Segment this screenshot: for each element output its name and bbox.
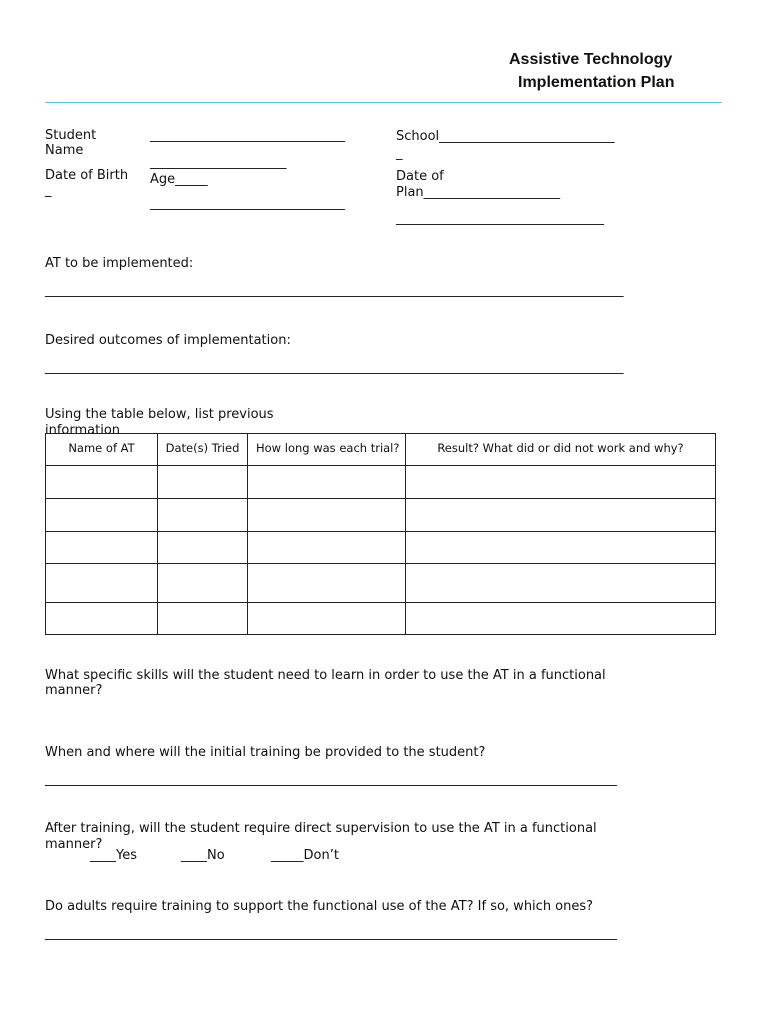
desired-outcomes-label: Desired outcomes of implementation:	[45, 333, 291, 348]
table-cell[interactable]	[248, 603, 406, 635]
table-cell[interactable]	[406, 466, 716, 499]
table-cell[interactable]	[248, 499, 406, 532]
age-field[interactable]: Age_____	[150, 172, 208, 187]
col-header-name-of-at: Name of AT	[46, 434, 158, 466]
student-name-blank-2[interactable]: _____________________	[150, 155, 287, 170]
skills-question: What specific skills will the student need to learn in order to use the AT in a functional manner?	[45, 668, 606, 698]
header-divider	[45, 102, 722, 103]
supervision-question: After training, will the student require direct supervision to use the AT in a functional	[45, 821, 597, 836]
table-cell[interactable]	[248, 466, 406, 499]
col-header-result: Result? What did or did not work and why?	[406, 434, 716, 466]
table-cell[interactable]	[248, 564, 406, 603]
table-instructions: Using the table below, list previous	[45, 407, 274, 422]
date-of-birth-label: Date of Birth	[45, 168, 129, 183]
date-of-birth-overflow: _	[45, 183, 52, 198]
table-cell[interactable]	[248, 532, 406, 564]
school-field[interactable]: School___________________________	[396, 129, 615, 144]
table-cell[interactable]	[158, 603, 248, 635]
date-of-plan-blank[interactable]: ________________________________	[396, 211, 604, 226]
table-row	[46, 603, 716, 635]
table-cell[interactable]	[158, 564, 248, 603]
supervision-question-cut: manner?	[45, 837, 103, 852]
date-of-plan-label: Date of	[396, 169, 444, 184]
student-name-blank[interactable]: ______________________________	[150, 128, 345, 143]
table-header-row	[46, 434, 716, 466]
table-row	[46, 564, 716, 603]
table-instructions-cut: information	[45, 423, 121, 438]
table-cell[interactable]	[46, 532, 158, 564]
initial-training-blank[interactable]: ________________________________________________________________________________________	[45, 772, 617, 787]
option-no[interactable]: ____No	[181, 848, 225, 863]
date-of-plan-field[interactable]: Plan_____________________	[396, 185, 561, 200]
table-row	[46, 499, 716, 532]
table-row	[46, 466, 716, 499]
at-to-implement-label: AT to be implemented:	[45, 256, 194, 271]
table-cell[interactable]	[46, 603, 158, 635]
table-cell[interactable]	[158, 499, 248, 532]
student-name-label: Student Name	[45, 128, 97, 158]
table-cell[interactable]	[46, 499, 158, 532]
previous-attempts-table	[45, 433, 716, 635]
document-title-line-2: Implementation Plan	[518, 74, 675, 91]
table-cell[interactable]	[406, 532, 716, 564]
adult-training-blank[interactable]: ________________________________________________________________________________________	[45, 926, 617, 941]
table-cell[interactable]	[406, 499, 716, 532]
adult-training-question: Do adults require training to support the functional use of the AT? If so, which ones?	[45, 899, 594, 914]
col-header-dates-tried: Date(s) Tried	[158, 434, 248, 466]
col-header-trial-length: How long was each trial?	[248, 434, 406, 466]
at-to-implement-blank[interactable]: _________________________________________________________________________________________	[45, 283, 624, 298]
table-row	[46, 532, 716, 564]
table-cell[interactable]	[406, 564, 716, 603]
table-cell[interactable]	[46, 466, 158, 499]
option-yes[interactable]: ____Yes	[90, 848, 137, 863]
table-cell[interactable]	[158, 532, 248, 564]
table-cell[interactable]	[158, 466, 248, 499]
option-dont-know[interactable]: _____Don’t	[271, 848, 339, 863]
table-cell[interactable]	[46, 564, 158, 603]
desired-outcomes-blank[interactable]: _________________________________________________________________________________________	[45, 360, 624, 375]
table-cell[interactable]	[406, 603, 716, 635]
initial-training-question: When and where will the initial training be provided to the student?	[45, 745, 486, 760]
document-title-line-1: Assistive Technology	[509, 51, 673, 68]
date-of-birth-blank[interactable]: ______________________________	[150, 196, 345, 211]
school-field-overflow: _	[396, 146, 403, 161]
